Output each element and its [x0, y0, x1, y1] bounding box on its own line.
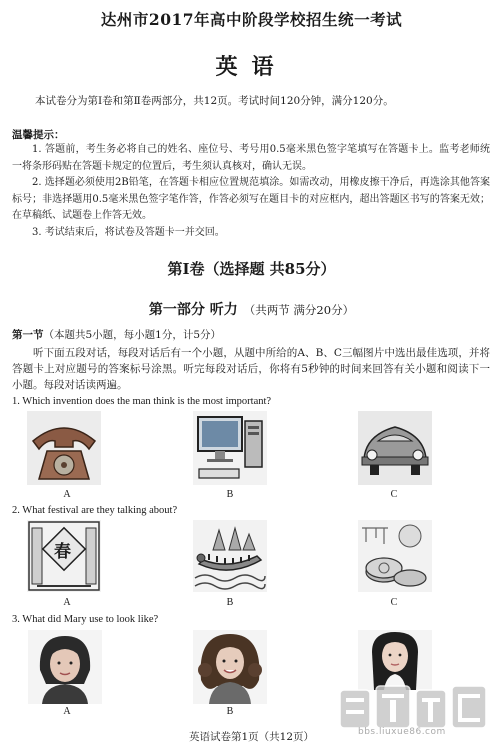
option-label: B [226, 706, 234, 717]
question-3: 3. What did Mary use to look like? [12, 614, 159, 625]
section-name: 第一部分 听力 [148, 302, 238, 318]
computer-icon [193, 411, 267, 485]
option-label: B [226, 489, 234, 500]
car-icon [358, 411, 432, 485]
tip-item: 2. 选择题必须使用2B铅笔，在答题卡相应位置规范填涂。如需改动，用橡皮擦干净后，再选涂其他答案标号；非选择题用0.5毫米黑色签字笔作答，作答必须写在题目卡的对应框内，超出答题区书写的答案无效；在草稿纸、试题卷上作答无效。 [12, 177, 490, 221]
page-footer: 英语试卷第1页（共12页） [188, 731, 315, 743]
dragon-boat-icon [193, 520, 267, 592]
section1-heading [12, 327, 221, 342]
tips-title: 温馨提示： [12, 129, 65, 141]
tip-item: 3. 考试结束后，将试卷及答题卡一并交回。 [32, 226, 225, 238]
girl-curly-hair-photo [193, 630, 267, 704]
option-label: A [63, 706, 71, 717]
option-label: A [63, 489, 71, 500]
exam-intro: 本试卷分为第Ⅰ卷和第Ⅱ卷两部分，共12页。考试时间120分钟，满分120分。 [35, 95, 394, 107]
spring-festival-icon [27, 520, 101, 592]
tips-list [12, 142, 490, 241]
subject-title: 英语 [215, 54, 288, 80]
option-label: B [226, 597, 234, 608]
watermark-url: bbs.liuxue86.com [358, 727, 446, 737]
part-title: 第Ⅰ卷（选择题 共85分） [167, 260, 336, 278]
option-label: C [390, 597, 398, 608]
festival-character: 春 [54, 542, 71, 562]
section1-instructions: 听下面五段对话，每段对话后有一个小题，从题中所给的A、B、C三幅图片中选出最佳选项，并将答题卡上对应题号的答案标号涂黑。听完每段对话后，你将有5秒钟的时间来回答有关小题和阅读下一小题。每段对话读两遍。 [12, 347, 490, 391]
section-note: （共两节 满分20分） [243, 303, 355, 317]
girl-short-hair-photo [28, 630, 102, 704]
mooncake-icon [358, 520, 432, 592]
question-2: 2. What festival are they talking about? [12, 505, 178, 516]
exam-title: 达州市2017年高中阶段学校招生统一考试 [100, 10, 403, 29]
option-label: A [63, 597, 71, 608]
girl-long-hair-photo [358, 630, 432, 690]
section-title [0, 299, 503, 319]
tip-item: 1. 答题前，考生务必将自己的姓名、座位号、考号用0.5毫米黑色签字笔填写在答题卡上。监考老师统一将条形码贴在答题卡规定的位置后，考生须认真核对，确认无误。 [12, 144, 490, 172]
question-1: 1. Which invention does the man think is the most important? [12, 396, 272, 407]
section1-note: （本题共5小题，每小题1分，计5分） [43, 329, 222, 341]
telephone-icon [27, 411, 101, 485]
section1-label: 第一节 [12, 329, 44, 341]
option-label: C [390, 489, 398, 500]
